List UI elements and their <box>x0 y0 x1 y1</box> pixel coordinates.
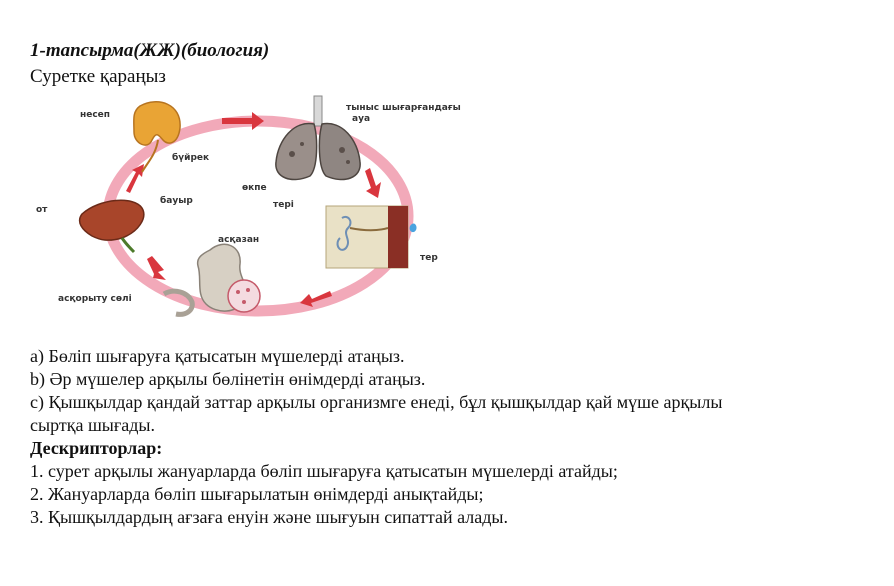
label-askoryty: асқорыту сөлі <box>58 294 132 304</box>
left-lung-drawing <box>276 123 317 179</box>
label-askazan: асқазан <box>218 235 260 245</box>
task-title: 1-тапсырма(ЖЖ)(биология) <box>30 40 270 61</box>
descriptors-heading: Дескрипторлар: <box>30 438 163 458</box>
trachea-drawing <box>314 96 322 126</box>
label-nesep: несеп <box>80 110 110 120</box>
task-subtitle: Суретке қараңыз <box>30 66 166 87</box>
label-bauyr: бауыр <box>160 196 193 206</box>
gastric-cells-zoom <box>228 280 260 312</box>
label-teri: тері <box>273 200 294 210</box>
descriptor-item: 2. Жануарларда бөліп шығарылатын өнімдерді анықтайды; <box>30 484 484 504</box>
kidney-drawing <box>134 102 180 145</box>
label-buirek: бүйрек <box>172 153 210 163</box>
question-c-continuation: сыртқа шығады. <box>30 415 156 435</box>
label-tynys: тыныс шығарғандағы <box>346 103 461 113</box>
liver-drawing <box>80 200 144 240</box>
label-ter: тер <box>420 253 438 263</box>
label-aua: ауа <box>352 114 371 124</box>
question-b: b) Әр мүшелер арқылы бөлінетін өнімдерді атаңыз. <box>30 369 426 389</box>
arrow-right <box>365 168 381 198</box>
label-okpe: өкпе <box>242 183 267 193</box>
task-text <box>30 345 880 529</box>
excretion-diagram <box>30 88 520 338</box>
question-a: a) Бөліп шығаруға қатысатын мүшелерді атаңыз. <box>30 346 405 366</box>
label-ot: от <box>36 205 48 215</box>
descriptor-item: 1. сурет арқылы жануарларда бөліп шығаруға қатысатын мүшелерді атайды; <box>30 461 618 481</box>
descriptor-item: 3. Қышқылдардың ағзаға енуін және шығуын сипаттай алады. <box>30 507 509 527</box>
question-c: c) Қышқылдар қандай заттар арқылы организмге енеді, бұл қышқылдар қай мүше арқылы <box>30 392 723 412</box>
